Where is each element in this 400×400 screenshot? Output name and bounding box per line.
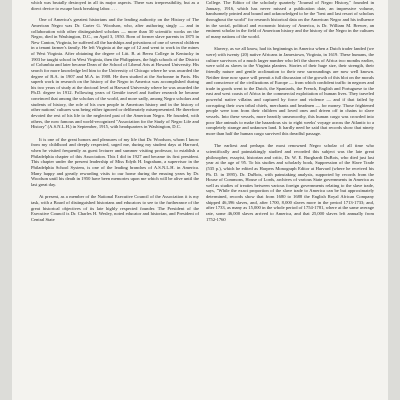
- paragraph: It is one of the great honors and pleasures of my life that Dr. Woodson, whom I know from my childhood and deeply respected, urged me, during my student days at Harvard, when he visited frequently as guest lecturer and summer visiting professor, to establish a Philadelphia chapter of this Association. This I did in 1927 and became its first president. This chapter under the present leadership of Miss Edyth H. Ingraham, a supervisor in the Philadelphia School System, is one of the leading branches of A.S.N.L.H. in America. Many happy and greatly rewarding visits to our home during the ensuing years by Dr. Woodson until his death in 1950 have been memories upon me which will be alive until the last great day.: [31, 136, 199, 187]
- paragraph: At present, as a member of the National Executive Council of the Association it is my task, with a Board of distinguished historians and educators to see to the furtherance of the great historical objectives of its late highly respected founder. The President of the Executive Council is Dr. Charles H. Wesley, noted educator and historian, and President of Central State: [31, 194, 199, 222]
- paragraph: which was brutally destroyed in all its major aspects. There was irrepressibility, but as a direct device to escape back breaking labor. . . .: [31, 0, 199, 11]
- right-column: [206, 0, 374, 222]
- paragraph: The earliest and perhaps the most renowned Negro scholar of all time who scientifically and painstakingly studied and recorded this subject was the late great philosopher, essayist, historian and critic, Dr. W. E. Burghardt DuBois, who died just last year at the age of 95. To his studies and scholarly book, Suppression of the Slave Trade (535 p.), which he edited as Harpers Monograph Editor at Harvard (where he received his Ph. D. in 1895). Dr. DuBois, with painstaking analysis, supported by records from the House of Commons, House of Lords, archives of various State governments in America as well as studies of treaties between various foreign governments relating to the slave trade, says, "While the exact proportion of the slave trade to America can be but approximately determined, records show that from 1680 to 1688 the English Royal African Company shipped 46,396 slaves, and, after 1700, 8,000 slaves more in the period 1713-1733; and, after 1733, as many as 15,000 in the whole period of 1754-1781, where at the same average rate, some 46,000 slaves arrived to America, and that 25,000 slaves left annually from 1752-1760: [206, 143, 374, 222]
- left-column: [31, 0, 199, 223]
- document-page: [12, 0, 388, 400]
- paragraph: College. The Editor of the scholarly quarterly "Journal of Negro History," founded in January, 1916, which has never missed a publication date, an impressive volume, handsomely printed and bound and acknowledged to be the "best and last resort of scholars throughout the world" for research historical data on the American Negro and his influence in the social, political and economic history of America, is Dr. William M. Brewer, an eminent scholar in the field of American history and the history of the Negro in the cultures of many nations of the world.: [206, 0, 374, 39]
- paragraph: One of America's greatest historians and the leading authority on the History of The American Negro was Dr. Carter G. Woodson, who, after authoring singly — and in collaboration with other distinguished scholars — more than 30 scientific works on the Negro, died in Washington, D.C., on April 3, 1950. Born of former slave parents in 1875 in New Canton, Virginia, he suffered all the hardships and privations of one of several children in a tenant farmer's family. He left Virginia at the age of 12 and went to work in the mines of West Virginia. After obtaining the degree of Litt. B. at Berea College in Kentucky in 1903 he taught school in West Virginia, then the Philippines, the high schools of the District of Columbia and later became Dean of the School of Liberal Arts at Howard University. His search for more knowledge led him to the University of Chicago where he was awarded the degree of B.A. in 1907 and M.A. in 1908. He then studied at the Sorbonne in Paris. His superb work in research on the history of the Negro in America was accomplished during his two years of study at the doctoral level at Harvard University where he was awarded the Ph.D. degree in 1912. Following years of Gentile travel and further research he became convinced that among the scholars of the world, and more sadly, among Negro scholars and students of history, the role of his own people in American history and in the history of other nations' cultures was being either ignored or deliberately misrepresented. He therefore devoted the rest of his life to the neglected past of the American Negro. He founded, with others, the now famous and world-recognized "Association for the Study of Negro Life and History" (A.S.N.L.H.) in September, 1915, with headquarters in Washington, D.C.: [31, 17, 199, 130]
- paragraph: Slavery, as we all know, had its beginnings in America when a Dutch trader landed (we were) with twenty (20) native Africans in Jamestown, Virginia, in 1619. These humans, the culture survivors of a much larger number who left the shores of Africa two months earlier, were sold as slaves to the Virginia planters. Stories of their huge size, their strength, their friendly nature and gentle acclimation to their new surroundings are now well known. Neither time now space will permit a full discussion of the growth of this blot on the morals and conscience of the civilizations of Europe — from which confident traffic in negroes and trade in goods went to the Dutch, the Spaniards, the French, English and Portuguese to the east and west coasts of Africa in the commercial exploitation of human lives. They traveled powerful native villains and captured by force and violence — and if that failed by corrupting their own tribal chiefs, merchants and headmen — for money. Those frightened people were torn from their children and loved ones and driven off in chains to slave vessels. Into these vessels, more heartily unseaworthy, this human cargo was crowded into poor like animals to make the hazardous six to eight weeks' voyage across the Atlantic to a completely strange and unknown land. It hardly need be said that records show that ninety more than half the human cargo survived this dreadful passage.: [206, 46, 374, 136]
